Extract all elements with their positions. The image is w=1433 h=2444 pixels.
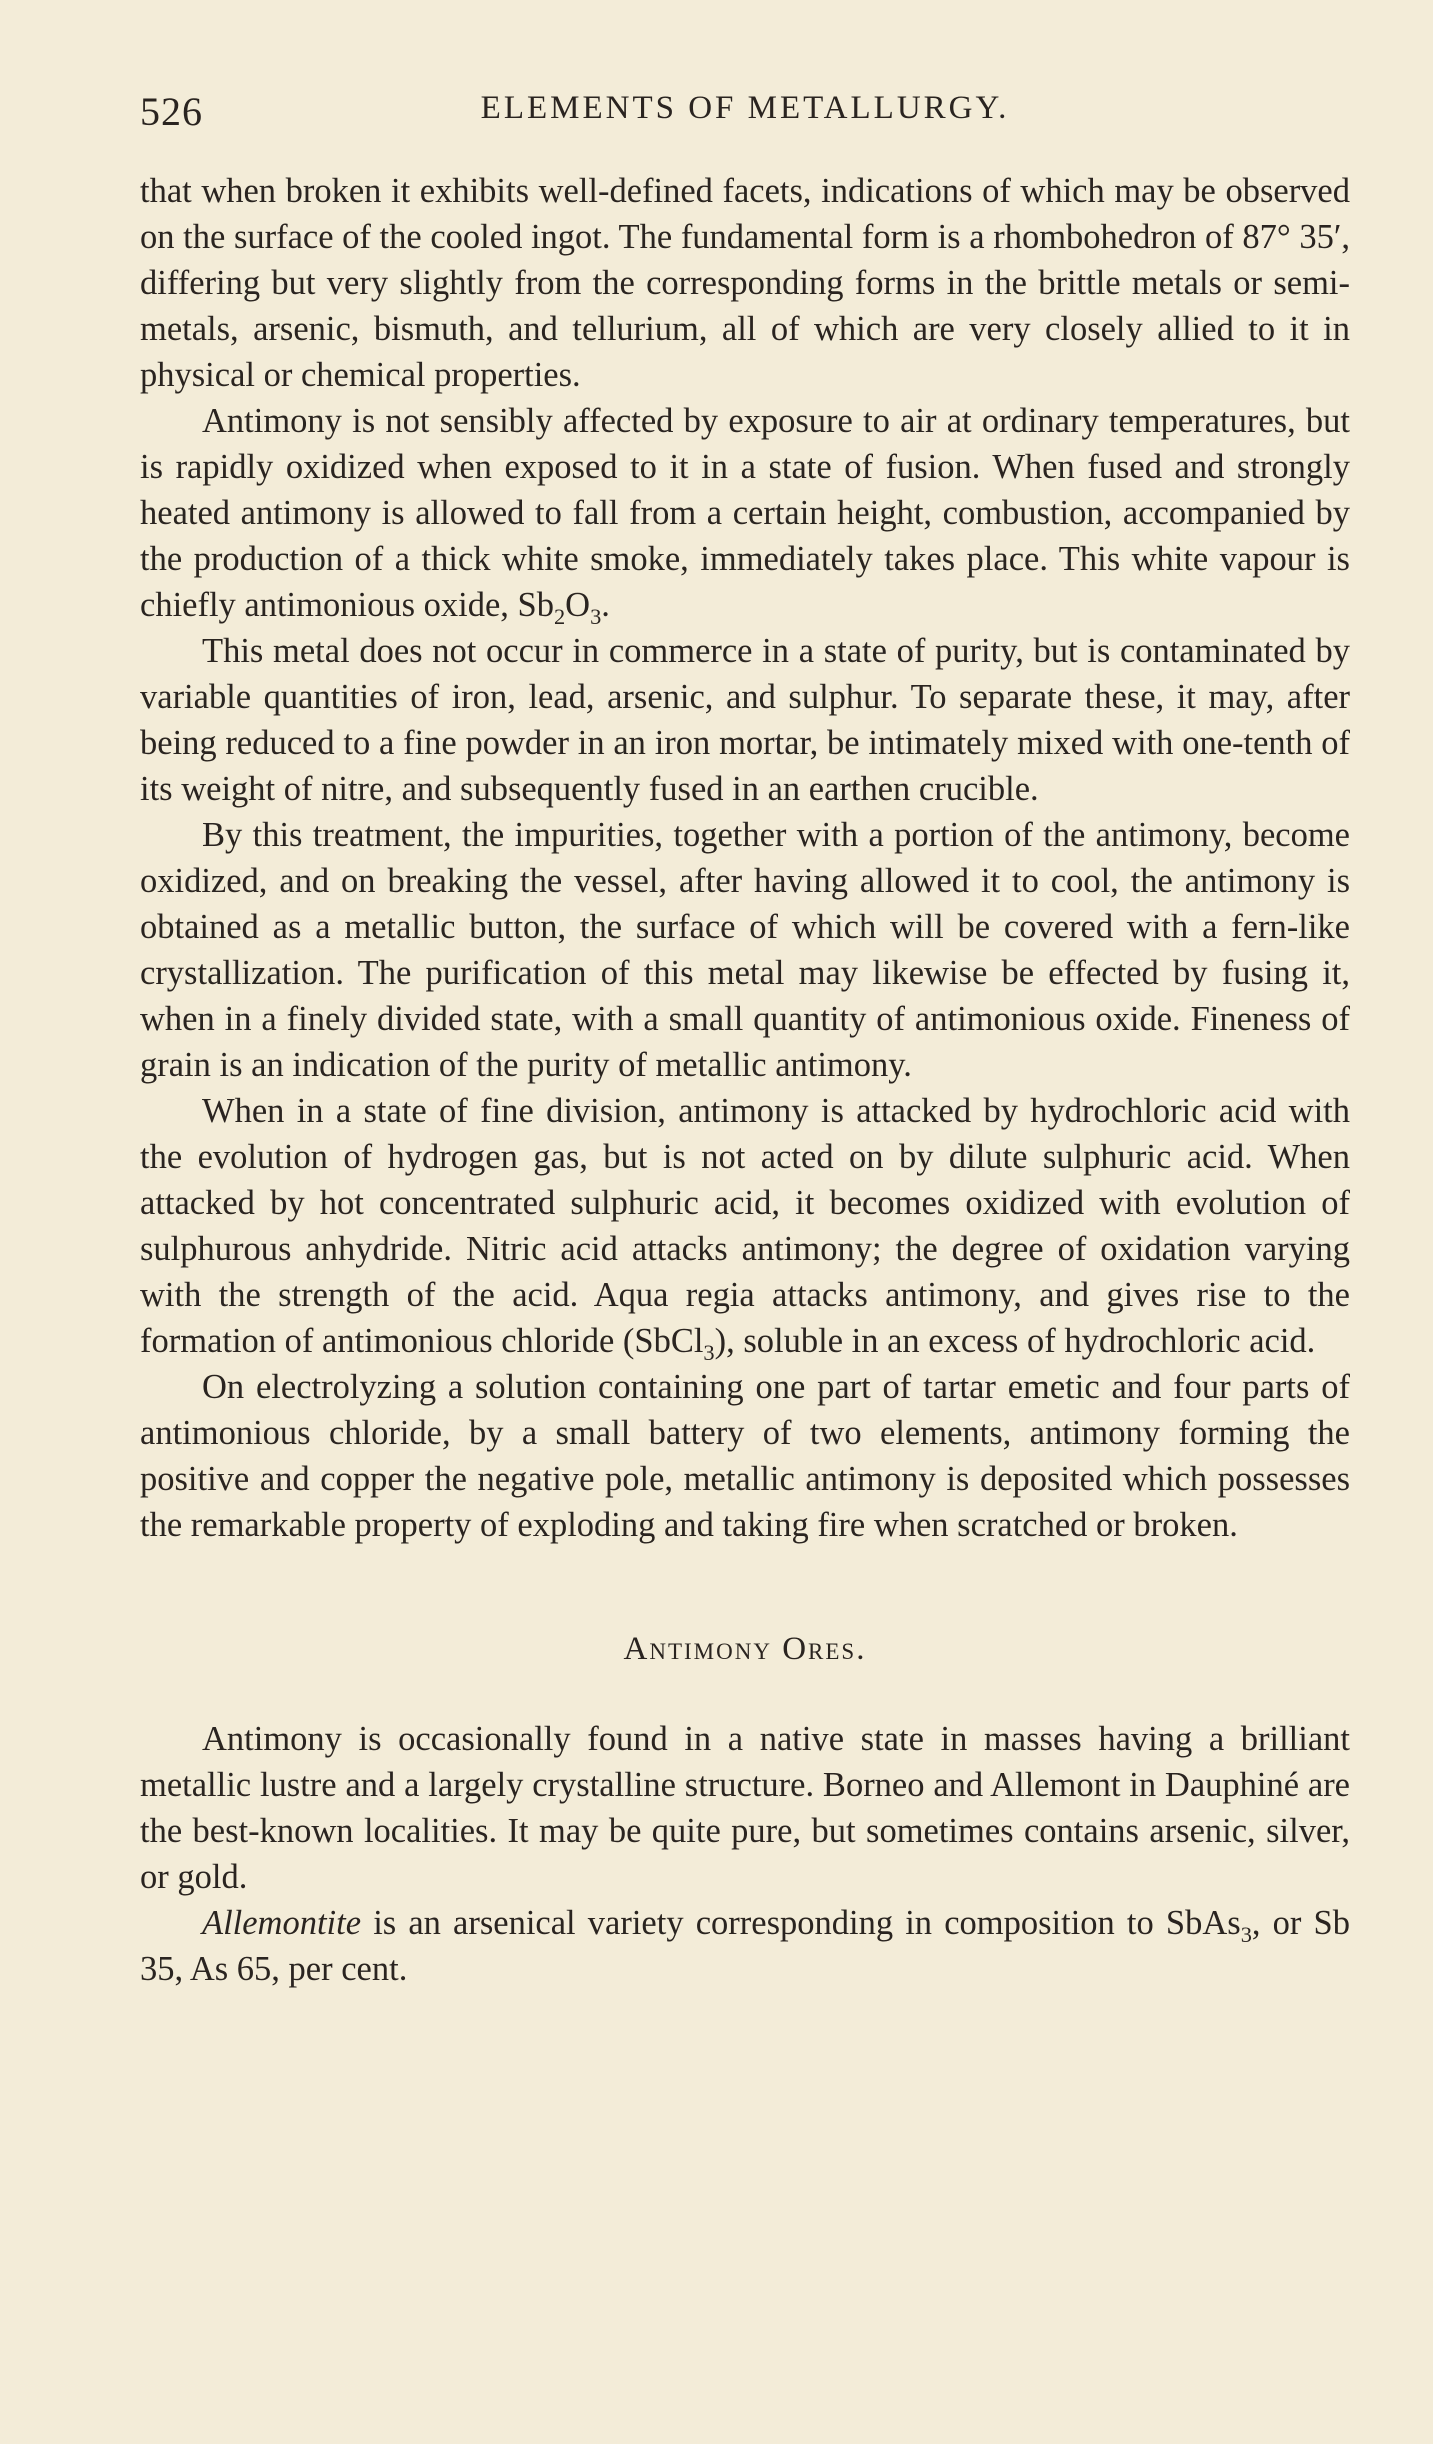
paragraph-allemontite: [140, 1900, 1350, 1992]
paragraph-text: Antimony is not sensibly affected by exposure to air at ordinary temperatures, but is rapidly oxidized when exposed to it in a state of fusion. When fused and strongly heated antimony is allowed to fall from a certain height, combustion, accompanied by the production of a thick white smoke, immediately takes place. This white vapour is chiefly antimonious oxide, Sb: [140, 402, 1350, 624]
running-head: [140, 88, 1350, 138]
paragraph-native-state: Antimony is occasionally found in a native state in masses having a brilliant metallic lustre and a largely crystalline structure. Borneo and Allemont in Dauphiné are the best-known localities. It may be quite pure, but sometimes contains arsenic, silver, or gold.: [140, 1720, 1350, 1896]
paragraph-end: .: [601, 586, 610, 624]
paragraph-treatment: By this treatment, the impurities, together with a portion of the antimony, become oxidized, and on breaking the vessel, after having allowed it to cool, the antimony is obtained as a metallic button, the surface of which will be covered with a fern-like crystallization. The purification of this metal may likewise be effected by fusing it, when in a finely divided state, with a small quantity of antimonious oxide. Fineness of grain is an indication of the purity of metallic antimony.: [140, 816, 1350, 1084]
paragraph-text: is an arsenical variety corresponding in composition to SbAs: [361, 1904, 1241, 1942]
mineral-name: Allemontite: [202, 1904, 362, 1942]
subscript: 3: [1240, 1921, 1252, 1947]
paragraph-commerce: This metal does not occur in commerce in a state of purity, but is contaminated by variable quantities of iron, lead, arsenic, and sulphur. To separate these, it may, after being reduced to a fine powder in an iron mortar, be intimately mixed with one-tenth of its weight of nitre, and subsequently fused in an earthen crucible.: [140, 632, 1350, 808]
section-heading: Antimony Ores.: [623, 1631, 867, 1667]
paragraph-end: , or Sb 35, As 65, per cent.: [140, 1904, 1350, 1988]
paragraph-continued: that when broken it exhibits well-defined facets, indications of which may be observed on the surface of the cooled ingot. The fundamental form is a rhombohedron of 87° 35′, differing but very slightly from the corresponding forms in the brittle metals or semi-metals, arsenic, bismuth, and tellurium, all of which are very closely allied to it in physical or chemical properties.: [140, 172, 1350, 394]
page-number: 526: [140, 89, 203, 134]
running-title: ELEMENTS OF METALLURGY.: [480, 90, 1010, 126]
subscript: 2: [553, 603, 566, 629]
paragraph-electrolysis: On electrolyzing a solution containing one part of tartar emetic and four parts of antimonious chloride, by a small battery of two elements, antimony forming the positive and copper the negative pole, metallic antimony is deposited which possesses the remarkable property of exploding and taking fire when scratched or broken.: [140, 1368, 1350, 1544]
paragraph-text: When in a state of fine division, antimony is attacked by hydrochloric acid with the evolution of hydrogen gas, but is not acted on by dilute sulphuric acid. When attacked by hot concentrated sulphuric acid, it becomes oxidized with evolution of sulphurous anhydride. Nitric acid attacks antimony; the degree of oxidation varying with the strength of the acid. Aqua regia attacks antimony, and gives rise to the formation of antimonious chloride (SbCl: [140, 1092, 1350, 1360]
subscript: 3: [590, 603, 602, 629]
paragraph-oxidation: [140, 398, 1350, 628]
formula-part: O: [565, 586, 591, 624]
body-text: [140, 168, 1350, 1992]
subscript: 3: [703, 1339, 715, 1365]
paragraph-end: ), soluble in an excess of hydrochloric acid.: [714, 1322, 1316, 1360]
paragraph-acids: [140, 1088, 1350, 1364]
